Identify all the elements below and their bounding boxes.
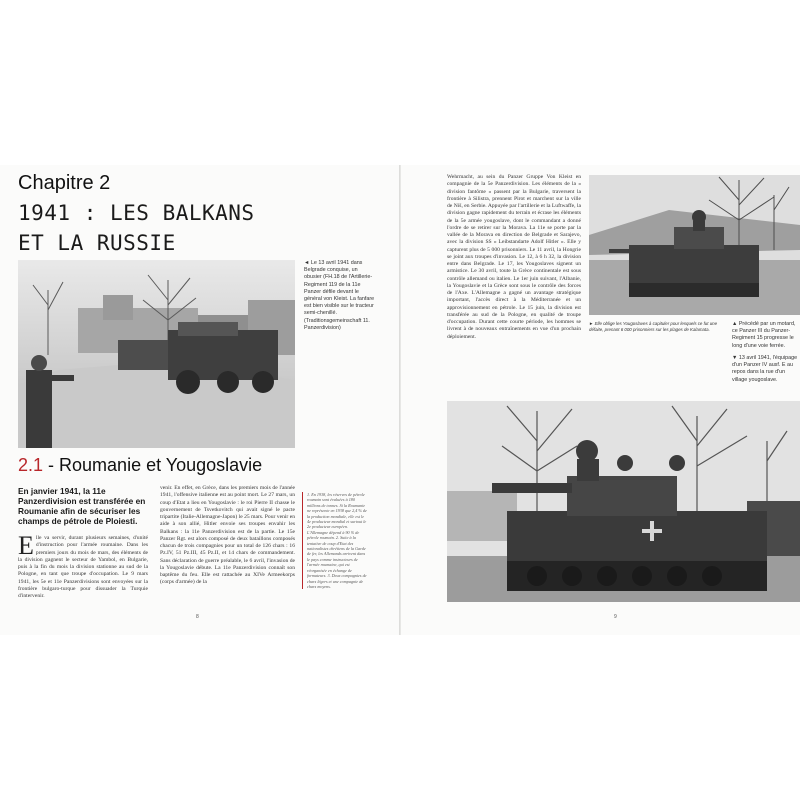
section-intro: En janvier 1941, la 11e Panzerdivision est transférée en Roumanie afin de sécuriser les champs de pétrole de Ploiesti. (18, 486, 146, 526)
photo-caption-small: ► Elle oblige les Yougoslaves à capituler pour lesquels ce fut une défaite, prenant 6 000 prisonniers sur les plages de Kalamata. (589, 321, 718, 332)
photo-caption-panzer-iii: ▲ Précédé par un motard, ce Panzer III du Panzer-Regiment 15 progresse le long d'une voie ferrée. (732, 321, 796, 349)
body-column-2: venir. En effet, en Grèce, dans les premiers mois de l'année 1941, l'offensive italienne est au point mort. Le 27 mars, un coup d'Etat a lieu en Yougoslavie : le roi Pierre II chasse le gouvernement de Tsvetkovitch qui avait signé le pacte tripartite (Italie-Allemagne-Japon) le 25 mars. Pour venir en aide à son allié, Hitler envoie ses troupes envahir les Balkans : la 11e Panzerdivision est de la partie. Le 15e Panzer Rgt. est alors composé de deux bataillons composés chacun de trois compagnies pour un total de 126 chars : 16 Pz.IV, 51 Pz.III, 45 Pz.II, et 14 chars de commandement. Sans déclaration de guerre préalable, le 6 avril, l'invasion de la Yougoslavie débute. La 11e Panzerdivision connaît son baptême du feu. Elle est rattachée au XIVe Armeekorps (corps d'armée) de la (160, 485, 295, 586)
parade-photo (18, 260, 295, 448)
panzer-iii-photo-image (589, 175, 800, 315)
right-body-column: Wehrmacht, au sein du Panzer Gruppe Von Kleist en compagnie de la 5e Panzerdivision. Les éléments de la « division fantôme » passent par la Bulgarie, traversent la frontière à Silistra, prennent Pirot et marchent sur la ville de Niš, en Serbie. Appuyée par l'artillerie et la Luftwaffe, la division gagne rapidement du terrain et écrase les éléments de la 5e armée yougoslave, dont le commandant a donné l'ordre de se retirer sur la Morava. La 11e se porte par la vallée de la Morava en direction de Belgrade et Sarajevo, avec la division SS « Leibstandarte Adolf Hitler ». Elle y capturent plus de 5 000 prisonniers. Le 11 avril, la Hongrie se joint aux troupes d'invasion. Le 12, à 6 h 32, la division entre dans Belgrade. Le 17, les Yougoslaves signent un armistice. Le 30 avril, toute la Grèce continentale est sous contrôle allemand ou italien. Le 1er juin suivant, l'Albanie, la Yougoslavie et la Grèce sont sous le contrôle des forces de l'Axe. L'Allemagne a gagné un avantage stratégique important, l'accès direct à la Méditerranée et un approvisionnement en pétrole. Le 15 juin, la division est transférée au sud de la Pologne, en qualité de troupe d'occupation. Durant cette courte période, les hommes se livrent à de nouveaux entraînements en vue d'un prochain déploiement. (447, 174, 581, 340)
section-heading (18, 455, 262, 476)
page-number-left: 8 (196, 614, 199, 620)
parade-photo-image (18, 260, 295, 448)
right-page (401, 165, 800, 635)
photo-caption-parade: ◄ Le 13 avril 1941 dans Belgrade conquise, un obusier (FH.18 de l'Artillerie-Regiment 119 de la 11e Panzer défile devant le général von Kleist. La fanfare est bien visible sur le tracteur semi-chenillé. (Traditionsgemeinschaft 11. Panzerdivision) (304, 260, 375, 331)
panzer-iv-photo (447, 401, 800, 602)
section-separator: - (43, 455, 60, 475)
footnotes: 1. En 1938, les réserves de pétrole roumain sont évaluées à 180 millions de tonnes. Si la Roumanie ne représente en 1938 que 2,4 % de la production mondiale, elle est le 4e producteur mondial et surtout le 2e producteur européen. L'Allemagne dépend à 90 % de pétrole roumain. 2. Suite à la tentative de coup d'Etat des nationalistes chrétiens de la Garde de fer, les Allemands arrivent dans le pays comme instructeurs de l'armée roumaine, qui est réorganisée en échange de formateurs. 3. Deux compagnies de chars légers et une compagnie de chars moyens. (302, 492, 369, 589)
chapter-title-line2: ET LA RUSSIE (18, 231, 176, 255)
chapter-title-line1: 1941 : LES BALKANS (18, 201, 255, 225)
drop-cap: E (18, 531, 34, 560)
chapter-title (18, 198, 298, 258)
book-spread (0, 165, 800, 635)
panzer-iv-photo-image (447, 401, 800, 602)
section-title: Roumanie et Yougoslavie (59, 455, 263, 475)
body-column-1 (18, 531, 148, 600)
body-column-1-text: lle va servir, durant plusieurs semaines, d'unité d'instruction pour l'armée roumaine. Dans les premiers jours du mois de mars, des éléments de la division gagnent le secteur de Yambol, en Bulgarie, puis à la fin du mois la division stationne au sud de la Pologne, en tant que troupe d'occupation. Le 9 mars 1941, les 5e et 11e Panzerdivisions sont envoyées sur la frontière bulgaro-turque pour dissuader la Turquie d'intervenir. (18, 535, 148, 599)
left-page (0, 165, 399, 635)
chapter-label: Chapitre 2 (18, 172, 111, 194)
photo-caption-panzer-iv: ▼ 13 avril 1941, l'équipage d'un Panzer IV ausf. E au repos dans la rue d'un village yougoslave. (732, 355, 798, 383)
section-number: 2.1 (18, 455, 44, 475)
panzer-iii-photo (589, 175, 800, 315)
page-number-right: 9 (614, 614, 617, 620)
